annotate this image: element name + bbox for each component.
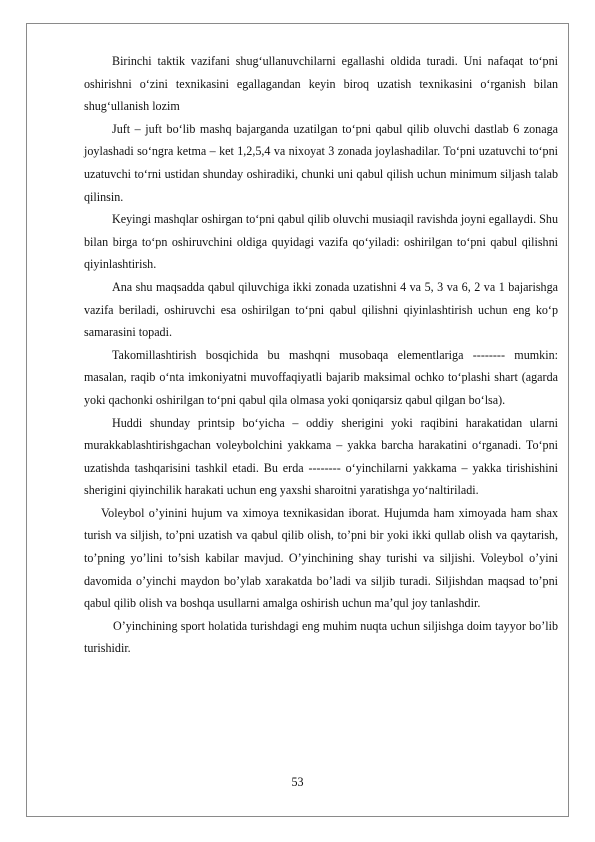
page-number: 53 <box>291 775 304 789</box>
paragraph: Huddi shunday printsip bo‘yicha – oddiy sherigini yoki raqibini harakatidan ularni murakkablashtirishgachan voleybolchini yakkama – yakka barcha harakatini o‘rganadi. To‘pni uzatishda tashqarisini tashkil etadi. Bu erda -------- o‘yinchilarni yakkama – yakka tirishishini sherigini qiyinchilik harakati uchun eng yaxshi sharoitni yaratishga yo‘naltiriladi. <box>84 415 558 498</box>
paragraph: Ana shu maqsadda qabul qiluvchiga ikki zonada uzatishni 4 va 5, 3 va 6, 2 va 1 bajarishga vazifa beriladi, oshiruvchi esa oshirilgan to‘pni qabul qilishni qiyinlashtirish uchun eng ko‘p samarasini topadi. <box>84 279 558 340</box>
paragraph: Keyingi mashqlar oshirgan to‘pni qabul qilib oluvchi musiaqil ravishda joyni egallaydi. Shu bilan birga to‘pn oshiruvchini oldiga quyidagi vazifa qo‘yiladi: oshirilgan to‘pni qabul qilishni qiyinlashtirish. <box>84 212 558 272</box>
paragraph: Voleybol o’yinini hujum va ximoya texnikasidan iborat. Hujumda ham ximoyada ham shax turish va siljish, to’pni uzatish va qabul qilib olish, to’pni bir yoki ikki qullab olish va qaytarish, to’pning yo’lini to’sish kabilar mavjud. O’yinchining shay turishi va siljishi. Voleybol o’yini davomida o’yinchi maydon bo’ylab xarakatda bo’ladi va siljib turadi. Siljishdan maqsad to’pni qabul qilib olish va boshqa usullarni amalga oshirish uchun ma’qul joy tanlashdir. <box>84 505 558 611</box>
document-body <box>84 50 558 660</box>
paragraph: Juft – juft bo‘lib mashq bajarganda uzatilgan to‘pni qabul qilib oluvchi dastlab 6 zonaga joylashadi so‘ngra ketma – ket 1,2,5,4 va nixoyat 3 zonada joylashadilar. To‘pni uzatuvchi to‘pni uzatuvchi to‘rni ustidan shunday oshiradiki, chunki uni qabul qilish uchun minimum siljash talab qilinsin. <box>84 121 558 204</box>
paragraph: O’yinchining sport holatida turishdagi eng muhim nuqta uchun siljishga doim tayyor bo’lib turishidir. <box>84 618 558 656</box>
paragraph: Takomillashtirish bosqichida bu mashqni musobaqa elementlariga -------- mumkin: masalan, raqib o‘nta imkoniyatni muvoffaqiyatli bajarib maksimal ochko to‘plashi shart (agarda yoki qachonki oshirilgan to‘pni qabul qila olmasa yoki qoniqarsiz qabul qilgan bo‘lsa). <box>84 347 558 407</box>
paragraph: Birinchi taktik vazifani shug‘ullanuvchilarni egallashi oldida turadi. Uni nafaqat to‘pni oshirishni o‘zini texnikasini egallagandan keyin biroq uzatish texnikasini o‘rganish bilan shug‘ullanish lozim <box>84 54 558 114</box>
